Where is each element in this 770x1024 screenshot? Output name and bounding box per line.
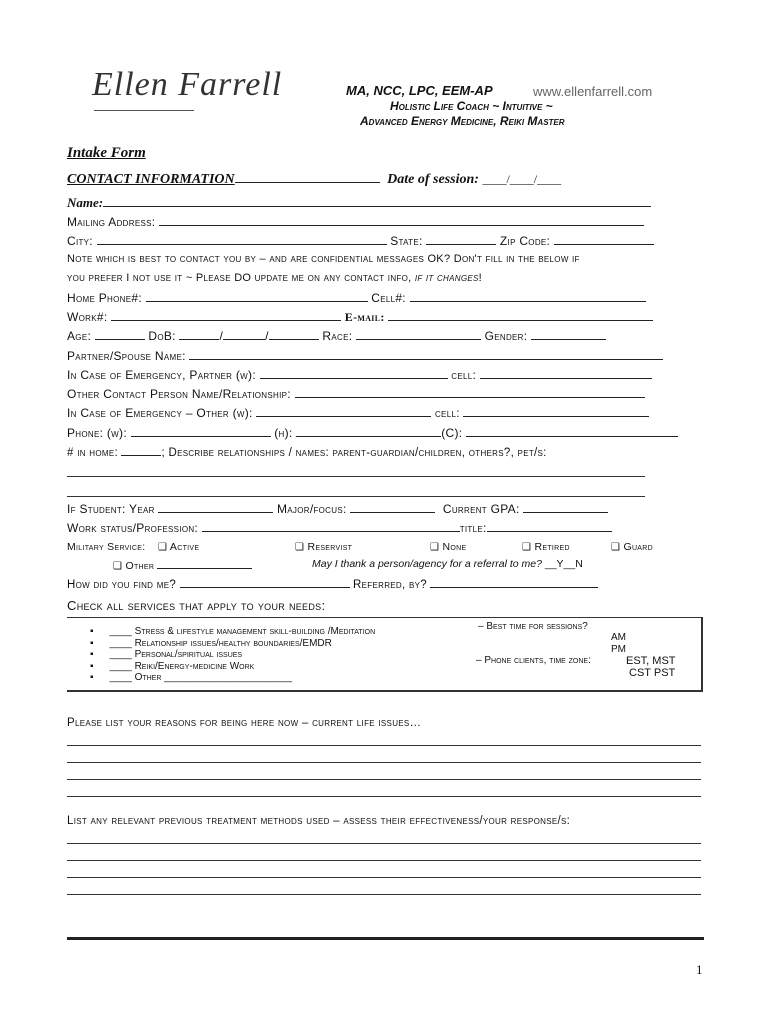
student-label: If Student: Year bbox=[67, 502, 155, 516]
logo: Ellen Farrell bbox=[92, 66, 283, 103]
find-me-row bbox=[67, 577, 697, 591]
page-number: 1 bbox=[696, 962, 703, 977]
phone-w-label: Phone: (w): bbox=[67, 426, 127, 440]
checkbox-icon[interactable]: ❑ bbox=[158, 542, 168, 553]
city-field[interactable] bbox=[97, 234, 387, 245]
major-label: Major/focus: bbox=[277, 502, 347, 516]
retired-label: Retired bbox=[534, 541, 570, 553]
service-item[interactable]: ▪ ____ Reiki/Energy-medicine Work bbox=[90, 660, 255, 672]
previous-line-1[interactable] bbox=[67, 843, 701, 844]
gpa-label: Current GPA: bbox=[442, 502, 520, 516]
cell-label: Cell#: bbox=[371, 291, 406, 305]
state-field[interactable] bbox=[426, 234, 496, 245]
name-row bbox=[67, 195, 651, 211]
checkbox-icon[interactable]: ❑ bbox=[522, 542, 532, 553]
ice-partner-row bbox=[67, 368, 697, 382]
bullet-icon: ▪ bbox=[90, 672, 94, 683]
bullet-icon: ▪ bbox=[90, 660, 94, 672]
cst-pst-option[interactable]: CST PST bbox=[629, 667, 676, 679]
contact-info-row bbox=[67, 172, 707, 188]
logo-underline bbox=[94, 110, 194, 111]
student-row bbox=[67, 502, 697, 516]
other-label: Other bbox=[125, 560, 155, 572]
reasons-label: Please list your reasons for being here now – current life issues… bbox=[67, 717, 422, 729]
city-row bbox=[67, 234, 697, 248]
state-label: State: bbox=[390, 234, 423, 248]
contact-info-underline bbox=[235, 172, 380, 183]
other-contact-row bbox=[67, 387, 697, 401]
tagline-1: Holistic Life Coach ~ Intuitive ~ bbox=[390, 99, 553, 113]
service-item[interactable]: ▪ ____ Other _______________________ bbox=[90, 672, 293, 683]
checkbox-icon[interactable]: ❑ bbox=[430, 542, 440, 553]
race-label: Race: bbox=[322, 329, 353, 343]
bullet-icon: ▪ bbox=[90, 626, 94, 637]
gender-label: Gender: bbox=[484, 329, 528, 343]
pm-option[interactable]: PM bbox=[611, 644, 626, 655]
checkbox-icon[interactable]: ❑ bbox=[611, 542, 621, 553]
find-me-field[interactable] bbox=[180, 577, 350, 588]
major-field[interactable] bbox=[350, 502, 435, 513]
phone-c-label: (C): bbox=[441, 426, 463, 440]
checkbox-icon[interactable]: ❑ bbox=[113, 561, 123, 572]
partner-field[interactable] bbox=[189, 349, 663, 360]
find-me-label: How did you find me? bbox=[67, 579, 177, 591]
checkbox-icon[interactable]: ❑ bbox=[295, 542, 305, 553]
ice-other-row bbox=[67, 406, 697, 420]
date-of-session-field[interactable]: ____/____/____ bbox=[482, 172, 562, 186]
reasons-line-2[interactable] bbox=[67, 762, 701, 763]
home-phone-row bbox=[67, 291, 697, 305]
age-label: Age: bbox=[67, 329, 92, 343]
ice-partner-cell-label: cell: bbox=[451, 368, 477, 382]
city-label: City: bbox=[67, 234, 93, 248]
am-option[interactable]: AM bbox=[611, 632, 626, 643]
contact-info-heading: CONTACT INFORMATION bbox=[67, 172, 235, 187]
reservist-label: Reservist bbox=[307, 541, 353, 553]
name-label: Name: bbox=[67, 195, 104, 210]
work-row bbox=[67, 310, 697, 325]
email-field[interactable] bbox=[388, 310, 653, 321]
form-title: Intake Form bbox=[67, 145, 146, 161]
note-line-2b: if it changes bbox=[414, 272, 479, 284]
previous-line-4[interactable] bbox=[67, 894, 701, 895]
referral-question bbox=[312, 558, 583, 570]
dob-field-m[interactable] bbox=[179, 329, 219, 340]
website: www.ellenfarrell.com bbox=[533, 84, 653, 99]
military-guard[interactable] bbox=[611, 541, 653, 553]
reasons-line-1[interactable] bbox=[67, 745, 701, 746]
referred-by-field[interactable] bbox=[430, 577, 598, 588]
service-item[interactable]: ▪ ____ Personal/spiritual issues bbox=[90, 649, 243, 660]
check-services-heading: Check all services that apply to your needs: bbox=[67, 598, 326, 613]
name-field[interactable] bbox=[103, 196, 651, 207]
phone-h-label: (h): bbox=[274, 426, 293, 440]
note-line-2c: ! bbox=[478, 272, 482, 284]
note-line-2 bbox=[67, 272, 697, 284]
other-contact-field[interactable] bbox=[295, 387, 645, 398]
tagline-2: Advanced Energy Medicine, Reiki Master bbox=[360, 114, 565, 128]
describe-label: ; Describe relationships / names: parent-guardian/children, others?, pet/s: bbox=[161, 447, 547, 459]
describe-line-2[interactable] bbox=[67, 496, 645, 497]
footer-divider bbox=[67, 937, 704, 940]
age-row: Age: DoB: / / Race: Gender: bbox=[67, 329, 697, 343]
note-line-2a: you prefer I not use it ~ Please DO update me on any contact info, bbox=[67, 272, 412, 284]
ice-other-label: In Case of Emergency – Other (w): bbox=[67, 406, 253, 420]
previous-label: List any relevant previous treatment methods used – assess their effectiveness/your response/s: bbox=[67, 815, 571, 827]
work-status-field[interactable] bbox=[202, 521, 460, 532]
gender-field[interactable] bbox=[531, 329, 606, 340]
none-label: None bbox=[442, 541, 467, 553]
email-label: E-mail: bbox=[344, 310, 385, 324]
referral-yn-field[interactable]: __Y__N bbox=[544, 558, 583, 570]
describe-line-1[interactable] bbox=[67, 476, 645, 477]
best-time-label: – Best time for sessions? bbox=[478, 621, 588, 632]
mailing-field[interactable] bbox=[159, 215, 644, 226]
mailing-row bbox=[67, 215, 697, 229]
partner-label: Partner/Spouse Name: bbox=[67, 349, 186, 363]
mailing-label: Mailing Address: bbox=[67, 215, 156, 229]
bullet-icon: ▪ bbox=[90, 649, 94, 660]
work-label: Work#: bbox=[67, 310, 108, 324]
ice-partner-field[interactable] bbox=[260, 368, 448, 379]
work-status-label: Work status/Profession: bbox=[67, 521, 199, 535]
in-home-field[interactable] bbox=[121, 445, 161, 456]
military-retired[interactable] bbox=[522, 541, 570, 553]
ice-partner-label: In Case of Emergency, Partner (w): bbox=[67, 368, 256, 382]
military-label: Military Service: bbox=[67, 541, 146, 553]
referral-q-label: May I thank a person/agency for a referral to me? bbox=[312, 558, 542, 570]
guard-label: Guard bbox=[623, 541, 653, 553]
note-line-1: Note which is best to contact you by – and are confidential messages OK? Don't fill in the below if bbox=[67, 253, 580, 265]
race-field[interactable] bbox=[356, 329, 481, 340]
date-of-session-label: Date of session: bbox=[387, 172, 479, 187]
phone-w-field[interactable] bbox=[131, 426, 271, 437]
military-other-field[interactable] bbox=[157, 558, 252, 569]
student-year-field[interactable] bbox=[158, 502, 273, 513]
cell-field[interactable] bbox=[410, 291, 646, 302]
home-phone-field[interactable] bbox=[146, 291, 368, 302]
zip-field[interactable] bbox=[554, 234, 654, 245]
phone-clients-label: – Phone clients, time zone: bbox=[476, 655, 591, 666]
other-contact-label: Other Contact Person Name/Relationship: bbox=[67, 387, 291, 401]
military-reservist[interactable] bbox=[295, 541, 352, 553]
reasons-line-3[interactable] bbox=[67, 779, 701, 780]
active-label: Active bbox=[169, 541, 200, 553]
phone-h-field[interactable] bbox=[296, 426, 441, 437]
in-home-row bbox=[67, 445, 697, 459]
phone-c-field[interactable] bbox=[466, 426, 678, 437]
services-list bbox=[90, 621, 470, 683]
partner-row bbox=[67, 349, 697, 363]
in-home-label: # in home: bbox=[67, 447, 118, 459]
service-item[interactable]: ▪ ____ Stress & lifestyle management skill-building /Meditation bbox=[90, 626, 376, 637]
title-field[interactable] bbox=[487, 521, 612, 532]
military-none[interactable] bbox=[430, 541, 466, 553]
phone-row bbox=[67, 426, 697, 440]
military-other[interactable] bbox=[113, 558, 252, 572]
ice-other-cell-label: cell: bbox=[434, 406, 460, 420]
previous-line-2[interactable] bbox=[67, 860, 701, 861]
work-field[interactable] bbox=[111, 310, 341, 321]
dob-field-d[interactable] bbox=[223, 329, 265, 340]
home-phone-label: Home Phone#: bbox=[67, 291, 142, 305]
credentials: MA, NCC, LPC, EEM-AP bbox=[346, 83, 493, 98]
gpa-field[interactable] bbox=[523, 502, 608, 513]
work-status-row bbox=[67, 521, 697, 535]
reasons-line-4[interactable] bbox=[67, 796, 701, 797]
ice-other-cell-field[interactable] bbox=[463, 406, 649, 417]
ice-partner-cell-field[interactable] bbox=[480, 368, 652, 379]
referred-by-label: Referred, by? bbox=[353, 579, 427, 591]
previous-line-3[interactable] bbox=[67, 877, 701, 878]
military-active[interactable] bbox=[158, 541, 199, 553]
bullet-icon: ▪ bbox=[90, 637, 94, 649]
ice-other-field[interactable] bbox=[256, 406, 431, 417]
est-mst-option[interactable]: EST, MST bbox=[626, 655, 676, 667]
age-field[interactable] bbox=[95, 329, 145, 340]
dob-field-y[interactable] bbox=[269, 329, 319, 340]
title-label: title: bbox=[459, 521, 487, 535]
zip-label: Zip Code: bbox=[499, 234, 551, 248]
dob-label: DoB: bbox=[148, 329, 176, 343]
service-item[interactable]: ▪ ____ Relationship issues/healthy boundaries/EMDR bbox=[90, 637, 332, 649]
